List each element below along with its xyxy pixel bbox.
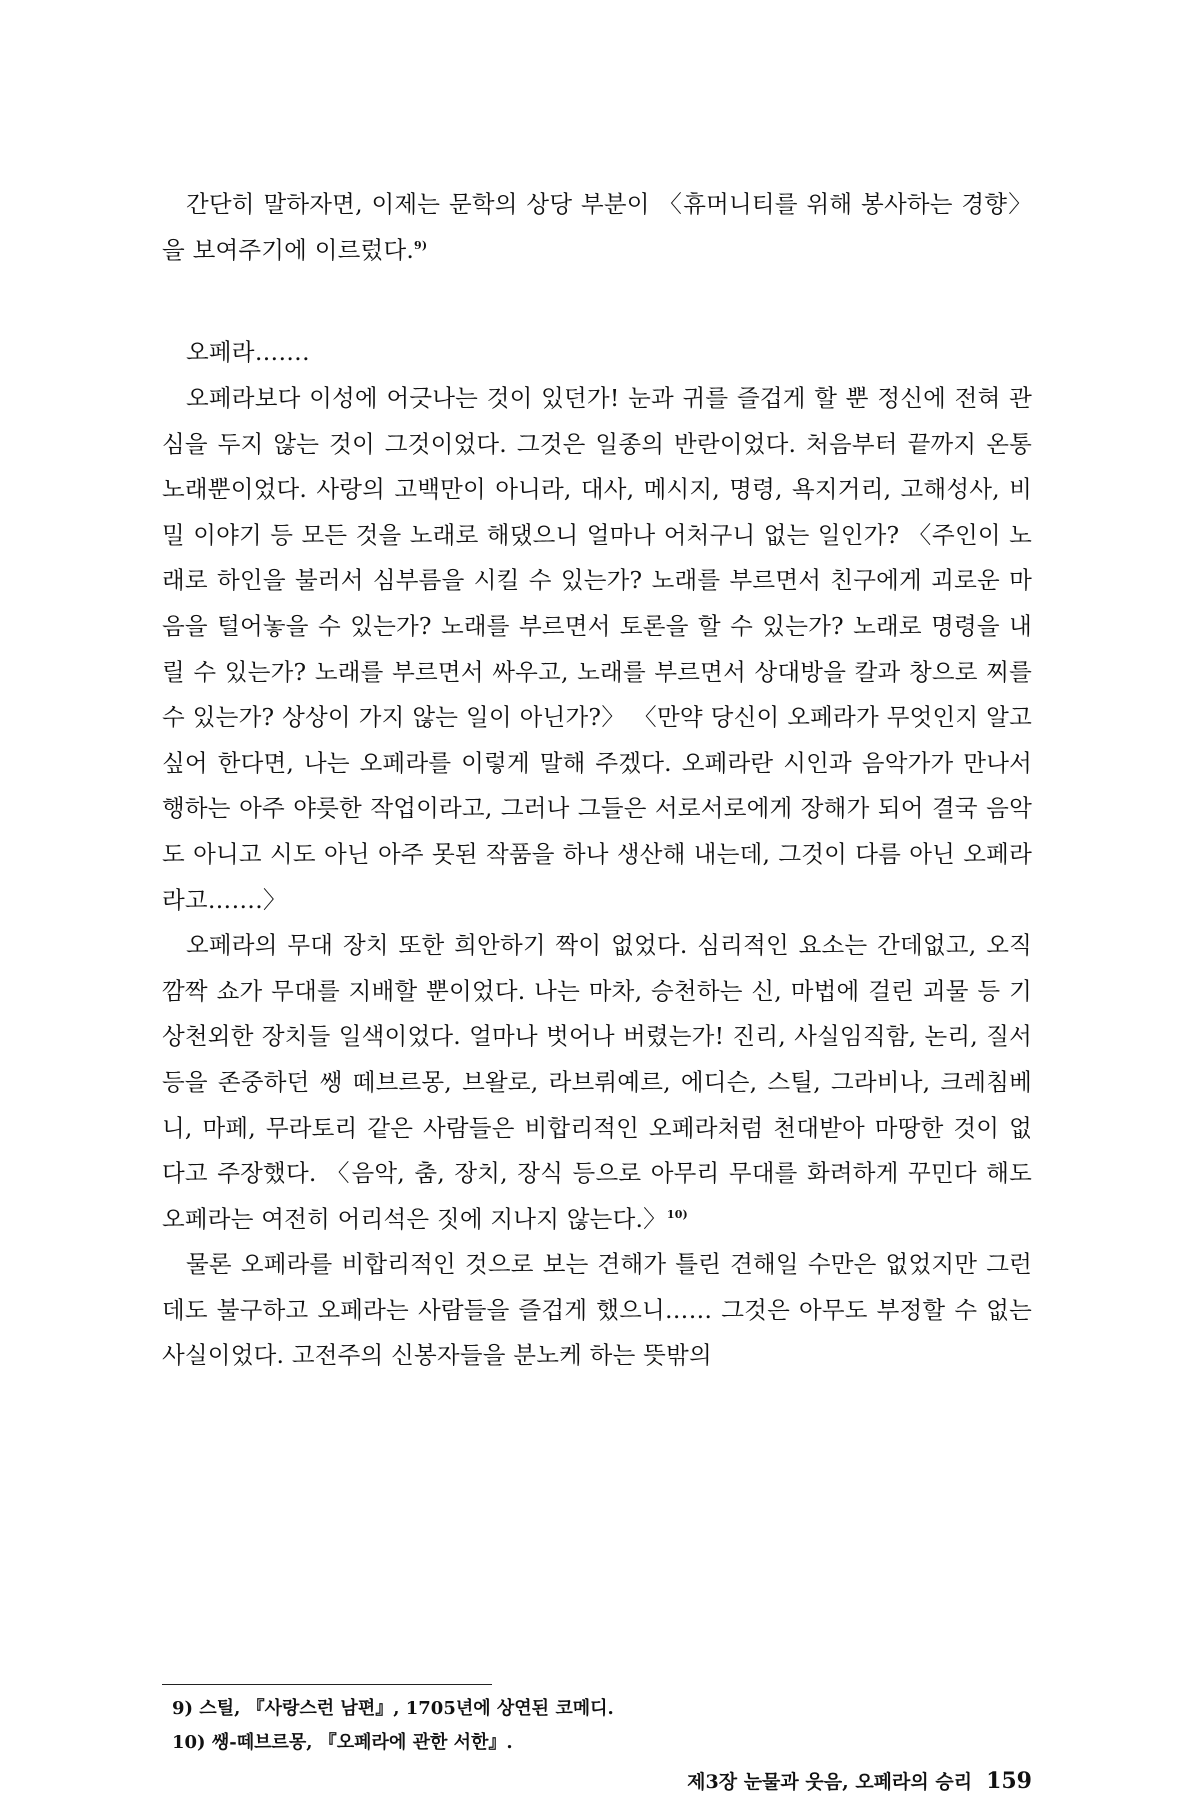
footnote-ref-9[interactable]: 9) [414,238,428,252]
paragraph-text: 오페라보다 이성에 어긋나는 것이 있던가! 눈과 귀를 즐겁게 할 뿐 정신에 전혀 관심을 두지 않는 것이 그것이었다. 그것은 일종의 반란이었다. 처음부터 끝까지 온통 노래뿐이었다. 사랑의 고백만이 아니라, 대사, 메시지, 명령, 욕지거리, 고해성사, 비밀 이야기 등 모든 것을 노래로 해댔으니 얼마나 어처구니 없는 일인가? 〈주인이 노래로 하인을 불러서 심부름을 시킬 수 있는가? 노래를 부르면서 친구에게 괴로운 마음을 털어놓을 수 있는가? 노래를 부르면서 토론을 할 수 있는가? 노래로 명령을 내릴 수 있는가? 노래를 부르면서 싸우고, 노래를 부르면서 상대방을 칼과 창으로 찌를 수 있는가? 상상이 가지 않는 일이 아닌가?〉 〈만약 당신이 오페라가 무엇인지 알고 싶어 한다면, 나는 오페라를 이렇게 말해 주겠다. 오페라란 시인과 음악가가 만나서 행하는 아주 야릇한 작업이라고, 그러나 그들은 서로서로에게 장해가 되어 결국 음악도 아니고 시도 아닌 아주 못된 작품을 하나 생산해 내는데, 그것이 다름 아닌 오페라라고…….〉 [162,384,1032,914]
opera-heading: 오페라……. [186,338,310,366]
paragraph-text: 물론 오페라를 비합리적인 것으로 보는 견해가 틀린 견해일 수만은 없었지만 그런데도 불구하고 오페라는 사람들을 즐겁게 했으니…… 그것은 아무도 부정할 수 없는 사실이었다. 고전주의 신봉자들을 분노케 하는 뜻밖의 [162,1250,1032,1370]
paragraph-1 [162,376,1032,923]
paragraph-2 [162,923,1032,1242]
footnote-divider [162,1684,492,1685]
paragraph-3 [162,1242,1032,1379]
footnote-ref-10[interactable]: 10) [666,1207,688,1221]
paragraph-text: 오페라의 무대 장치 또한 희안하기 짝이 없었다. 심리적인 요소는 간데없고, 오직 깜짝 쇼가 무대를 지배할 뿐이었다. 나는 마차, 승천하는 신, 마법에 걸린 괴물 등 기상천외한 장치들 일색이었다. 얼마나 벗어나 버렸는가! 진리, 사실임직함, 논리, 질서 등을 존중하던 쌩 떼브르몽, 브왈로, 라브뤼예르, 에디슨, 스틸, 그라비나, 크레침베니, 마페, 무라토리 같은 사람들은 비합리적인 오페라처럼 천대받아 마땅한 것이 없다고 주장했다. 〈음악, 춤, 장치, 장식 등으로 아무리 무대를 화려하게 꾸민다 해도 오페라는 여전히 어리석은 짓에 지나지 않는다.〉 [162,931,1032,1233]
opera-heading-line [162,330,1032,376]
main-text [162,376,1032,1379]
quote-text: 간단히 말하자면, 이제는 문학의 상당 부분이 〈휴머니티를 위해 봉사하는 경향〉을 보여주기에 이르렀다. [162,190,1032,264]
running-footer [687,1767,1032,1794]
footnotes [172,1692,1032,1760]
quoted-passage [162,182,1032,273]
page-number: 159 [986,1768,1032,1794]
footnote-10: 10) 쌩-떼브르몽, 『오페라에 관한 서한』. [172,1732,513,1753]
footnote-9: 9) 스틸, 『사랑스런 남편』, 1705년에 상연된 코메디. [172,1698,614,1719]
chapter-title: 제3장 눈물과 웃음, 오페라의 승리 [687,1771,973,1793]
